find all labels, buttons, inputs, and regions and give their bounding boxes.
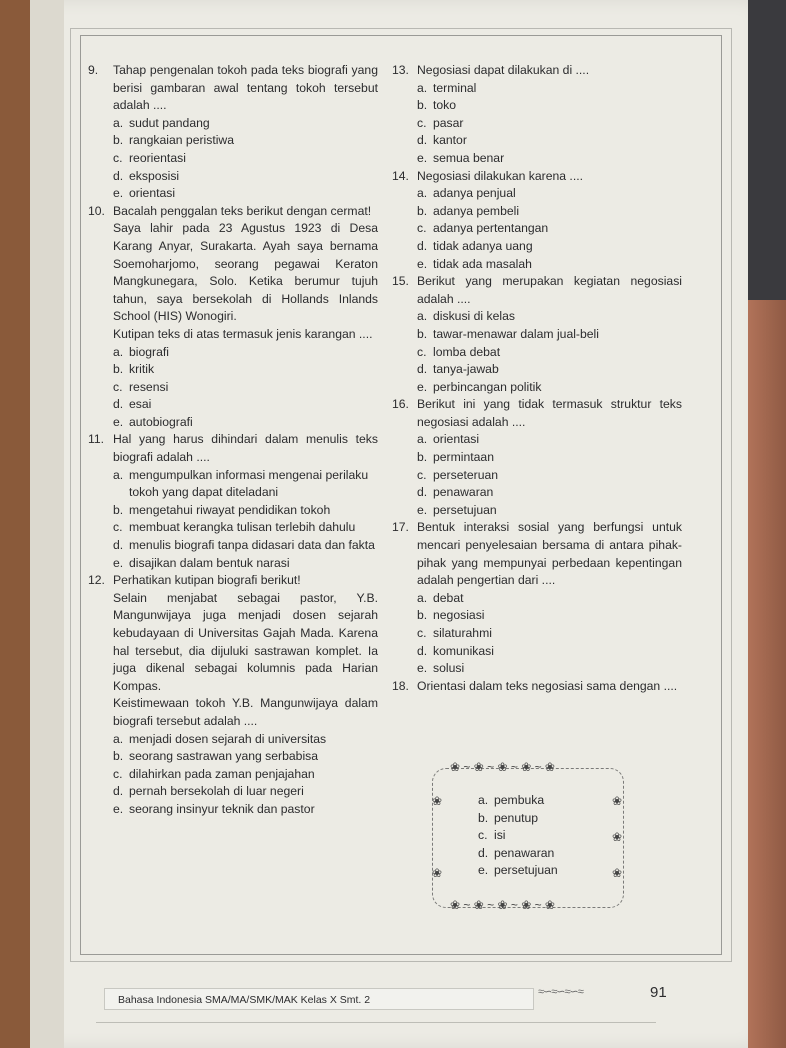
question-text: Bacalah penggalan teks berikut dengan cermat!: [113, 203, 372, 218]
option-letter: d.: [417, 238, 428, 253]
question-stem: [392, 62, 682, 80]
option-letter: b.: [417, 98, 428, 113]
left-question-column: [88, 62, 378, 819]
option-letter: d.: [113, 168, 124, 183]
option-letter: c.: [113, 766, 123, 781]
question-text: Bentuk interaksi sosial yang berfungsi untuk mencari penyelesaian bersama di antara pihak-pihak yang mempunyai perbedaan kepentingan adalah pengertian dari ....: [417, 520, 682, 588]
option-letter: b.: [113, 502, 124, 517]
option-text: mengumpulkan informasi mengenai perilaku tokoh yang dapat diteladani: [129, 467, 369, 500]
option-text: penutup: [494, 810, 539, 825]
question-stem: [392, 168, 682, 186]
answer-option: [113, 801, 378, 819]
answer-options: [417, 80, 682, 168]
answer-option: [417, 467, 682, 485]
answer-option: [417, 502, 682, 520]
answer-option: [417, 660, 682, 678]
option-text: kritik: [129, 362, 155, 377]
ornament-icon: ❀ ~ ❀ ~ ❀ ~ ❀ ~ ❀: [450, 760, 555, 774]
question-text: Berikut yang merupakan kegiatan negosiasi adalah ....: [417, 274, 682, 306]
option-letter: c.: [417, 467, 427, 482]
question-passage: Saya lahir pada 23 Agustus 1923 di Desa Karang Anyar, Surakarta. Ayah saya bernama Soemoharjomo, seorang pegawai Keraton Mangkunegara, Solo. Ketika berumur tujuh tahun, saya bersekolah di Hollands Inlands School (HIS) Wonogiri.: [113, 221, 378, 324]
answer-option: [417, 484, 682, 502]
option-text: pembuka: [494, 793, 545, 807]
question-text: Tahap pengenalan tokoh pada teks biografi yang berisi gambaran awal tentang tokoh tersebut adalah ....: [113, 63, 378, 113]
option-text: penawaran: [494, 845, 555, 860]
answer-option: [417, 80, 682, 98]
answer-option: [478, 862, 558, 880]
option-text: silaturahmi: [433, 626, 492, 640]
ornament-icon: ❀: [612, 866, 623, 880]
answer-option: [113, 502, 378, 520]
option-letter: a.: [417, 80, 428, 95]
question-prompt: Keistimewaan tokoh Y.B. Mangunwijaya dalam biografi tersebut adalah ....: [113, 696, 378, 728]
answer-option: [113, 185, 378, 203]
option-letter: d.: [417, 362, 428, 377]
question-stem: [88, 431, 378, 466]
option-text: seorang insinyur teknik dan pastor: [129, 801, 315, 816]
option-text: mengetahui riwayat pendidikan tokoh: [129, 502, 331, 517]
option-text: permintaan: [433, 450, 494, 465]
option-letter: d.: [478, 845, 489, 860]
footer-ornament-icon: ≈∽≈∽≈∽≈: [538, 986, 583, 998]
answer-option: [417, 308, 682, 326]
option-text: tawar-menawar dalam jual-beli: [433, 326, 599, 341]
option-letter: d.: [113, 538, 124, 553]
option-text: orientasi: [433, 432, 480, 447]
question-17: [392, 519, 682, 677]
answer-option: [113, 379, 378, 397]
option-text: isi: [494, 828, 506, 843]
answer-options: [417, 431, 682, 519]
answer-option: [113, 115, 378, 133]
option-text: reorientasi: [129, 150, 186, 165]
answer-option: [417, 326, 682, 344]
option-letter: b.: [417, 326, 428, 341]
answer-options: [113, 115, 378, 203]
option-letter: b.: [113, 133, 124, 148]
question-stem: [88, 62, 378, 115]
option-text: kantor: [433, 133, 467, 148]
question-number: 14.: [392, 168, 409, 183]
option-letter: e.: [478, 863, 489, 878]
option-text: perbincangan politik: [433, 379, 542, 394]
option-letter: a.: [417, 186, 428, 201]
answer-option: [113, 748, 378, 766]
option-letter: b.: [113, 362, 124, 377]
option-text: dilahirkan pada zaman penjajahan: [129, 766, 315, 781]
question-text: Berikut ini yang tidak termasuk struktur teks negosiasi adalah ....: [417, 397, 682, 429]
question-number: 10.: [88, 203, 105, 218]
option-text: diskusi di kelas: [433, 309, 515, 324]
option-text: adanya pembeli: [433, 203, 520, 218]
answer-option: [113, 361, 378, 379]
option-letter: c.: [417, 626, 427, 640]
answer-option: [113, 537, 378, 555]
question-passage: Selain menjabat sebagai pastor, Y.B. Mangunwijaya juga menjadi dosen sejarah kebudayaan di Universitas Gajah Mada. Karena hal tersebut, dia dijuluki sastrawan komplet. Ia juga dikenal sebagai kolumnis pada Harian Kompas.: [113, 590, 378, 693]
option-letter: c.: [417, 115, 427, 130]
answer-option: [417, 449, 682, 467]
option-letter: a.: [113, 731, 124, 746]
option-letter: d.: [417, 485, 428, 500]
answer-option: [417, 344, 682, 362]
answer-option: [417, 185, 682, 203]
option-letter: a.: [417, 590, 428, 605]
answer-option: [113, 783, 378, 801]
option-text: solusi: [433, 661, 465, 676]
page-number: 91: [650, 984, 667, 1001]
option-text: pasar: [433, 115, 464, 130]
question-number: 12.: [88, 573, 105, 588]
answer-options: [417, 185, 682, 273]
answer-option: [113, 414, 378, 432]
option-text: tanya-jawab: [433, 362, 499, 377]
option-text: terminal: [433, 80, 477, 95]
option-text: disajikan dalam bentuk narasi: [129, 555, 290, 570]
background-table: [746, 300, 786, 1048]
option-text: adanya penjual: [433, 186, 516, 201]
option-letter: e.: [417, 379, 428, 394]
question-18: [392, 678, 682, 696]
question-18-options: [478, 792, 558, 880]
option-letter: d.: [417, 133, 428, 148]
question-11: [88, 431, 378, 572]
option-text: semua benar: [433, 150, 505, 165]
question-number: 11.: [88, 432, 105, 447]
book-title: Bahasa Indonesia SMA/MA/SMK/MAK Kelas X Smt. 2: [118, 994, 371, 1006]
option-text: adanya pertentangan: [433, 221, 549, 236]
answer-option: [417, 643, 682, 661]
answer-option: [417, 379, 682, 397]
answer-option: [113, 344, 378, 362]
question-12: [88, 572, 378, 818]
option-letter: c.: [417, 221, 427, 236]
answer-option: [417, 431, 682, 449]
answer-option: [478, 827, 558, 845]
option-text: menjadi dosen sejarah di universitas: [129, 731, 327, 746]
answer-option: [417, 97, 682, 115]
answer-option: [113, 766, 378, 784]
option-text: rangkaian peristiwa: [129, 133, 235, 148]
option-text: toko: [433, 98, 457, 113]
answer-option: [417, 256, 682, 274]
option-letter: b.: [113, 749, 124, 764]
option-text: lomba debat: [433, 344, 501, 359]
answer-options: [113, 344, 378, 432]
answer-option: [417, 238, 682, 256]
answer-option: [417, 115, 682, 133]
page-bottom-line: [96, 1022, 656, 1023]
option-text: eksposisi: [129, 168, 180, 183]
option-letter: c.: [113, 150, 123, 165]
previous-page-edge: [30, 0, 64, 1048]
answer-option: [113, 168, 378, 186]
answer-options: [417, 308, 682, 396]
answer-option: [478, 810, 558, 828]
answer-option: [113, 396, 378, 414]
option-text: resensi: [129, 379, 169, 394]
answer-option: [478, 845, 558, 863]
option-letter: a.: [478, 793, 489, 807]
ornament-icon: ❀: [612, 830, 623, 844]
option-letter: a.: [417, 309, 428, 324]
ornament-icon: ❀: [612, 794, 623, 808]
option-text: negosiasi: [433, 608, 485, 623]
option-letter: c.: [113, 379, 123, 394]
option-text: persetujuan: [433, 502, 497, 517]
option-letter: e.: [417, 150, 428, 165]
answer-option: [417, 361, 682, 379]
option-letter: e.: [113, 186, 124, 201]
question-stem: [392, 519, 682, 589]
option-text: debat: [433, 590, 464, 605]
question-stem: [392, 396, 682, 431]
question-text: Orientasi dalam teks negosiasi sama dengan ....: [417, 678, 678, 693]
option-letter: a.: [113, 467, 124, 482]
option-letter: c.: [478, 828, 488, 843]
option-letter: e.: [113, 801, 124, 816]
question-14: [392, 168, 682, 274]
option-text: esai: [129, 397, 152, 412]
option-letter: b.: [417, 608, 428, 623]
option-text: menulis biografi tanpa didasari data dan fakta: [129, 538, 375, 553]
answer-options: [417, 590, 682, 678]
answer-option: [113, 519, 378, 537]
question-text: Perhatikan kutipan biografi berikut!: [113, 573, 301, 588]
answer-option: [417, 590, 682, 608]
answer-option: [113, 150, 378, 168]
option-letter: d.: [113, 397, 124, 412]
option-letter: e.: [113, 555, 124, 570]
option-text: komunikasi: [433, 643, 494, 658]
option-letter: e.: [113, 414, 124, 429]
ornament-icon: ❀: [432, 866, 443, 880]
question-number: 17.: [392, 520, 409, 535]
option-text: persetujuan: [494, 863, 558, 878]
option-letter: e.: [417, 502, 428, 517]
question-number: 9.: [88, 63, 99, 77]
answer-option: [417, 625, 682, 643]
option-letter: c.: [417, 344, 427, 359]
answer-options: [113, 467, 378, 573]
answer-option: [417, 132, 682, 150]
answer-options: [113, 731, 378, 819]
answer-option: [417, 203, 682, 221]
option-text: penawaran: [433, 485, 494, 500]
option-letter: d.: [113, 784, 124, 799]
option-text: sudut pandang: [129, 115, 210, 130]
question-text: Negosiasi dapat dilakukan di ....: [417, 63, 590, 77]
answer-option: [417, 607, 682, 625]
answer-option: [113, 555, 378, 573]
question-stem: [88, 203, 378, 221]
question-9: [88, 62, 378, 203]
right-question-column: [392, 62, 682, 695]
option-letter: b.: [417, 203, 428, 218]
option-letter: d.: [417, 643, 428, 658]
question-stem: [392, 678, 682, 696]
answer-option: [478, 792, 558, 810]
option-letter: b.: [478, 810, 489, 825]
question-stem: [88, 572, 378, 590]
question-number: 16.: [392, 397, 409, 412]
question-10: [88, 203, 378, 432]
answer-option: [417, 150, 682, 168]
option-letter: a.: [113, 344, 124, 359]
question-text: Hal yang harus dihindari dalam menulis teks biografi adalah ....: [113, 432, 378, 465]
answer-option: [113, 731, 378, 749]
question-text: Negosiasi dilakukan karena ....: [417, 168, 583, 183]
question-16: [392, 396, 682, 519]
question-15: [392, 273, 682, 396]
option-letter: e.: [417, 256, 428, 271]
option-text: seorang sastrawan yang serbabisa: [129, 749, 319, 764]
option-text: tidak ada masalah: [433, 256, 532, 271]
option-text: biografi: [129, 344, 169, 359]
option-letter: b.: [417, 450, 428, 465]
option-text: tidak adanya uang: [433, 238, 533, 253]
option-letter: a.: [113, 115, 124, 130]
question-stem: [392, 273, 682, 308]
question-number: 13.: [392, 63, 409, 77]
question-number: 15.: [392, 274, 409, 289]
answer-option: [113, 132, 378, 150]
ornament-icon: ❀ ~ ❀ ~ ❀ ~ ❀ ~ ❀: [450, 898, 555, 912]
ornament-icon: ❀: [432, 794, 443, 808]
option-text: membuat kerangka tulisan terlebih dahulu: [129, 520, 356, 535]
option-letter: a.: [417, 432, 428, 447]
option-text: perseteruan: [433, 467, 499, 482]
question-number: 18.: [392, 678, 409, 693]
option-text: orientasi: [129, 186, 176, 201]
answer-option: [417, 220, 682, 238]
question-13: [392, 62, 682, 168]
option-text: autobiografi: [129, 414, 193, 429]
answer-option: [113, 467, 378, 502]
question-prompt: Kutipan teks di atas termasuk jenis karangan ....: [113, 326, 373, 341]
option-letter: e.: [417, 661, 428, 676]
option-text: pernah bersekolah di luar negeri: [129, 784, 304, 799]
option-letter: c.: [113, 520, 123, 535]
